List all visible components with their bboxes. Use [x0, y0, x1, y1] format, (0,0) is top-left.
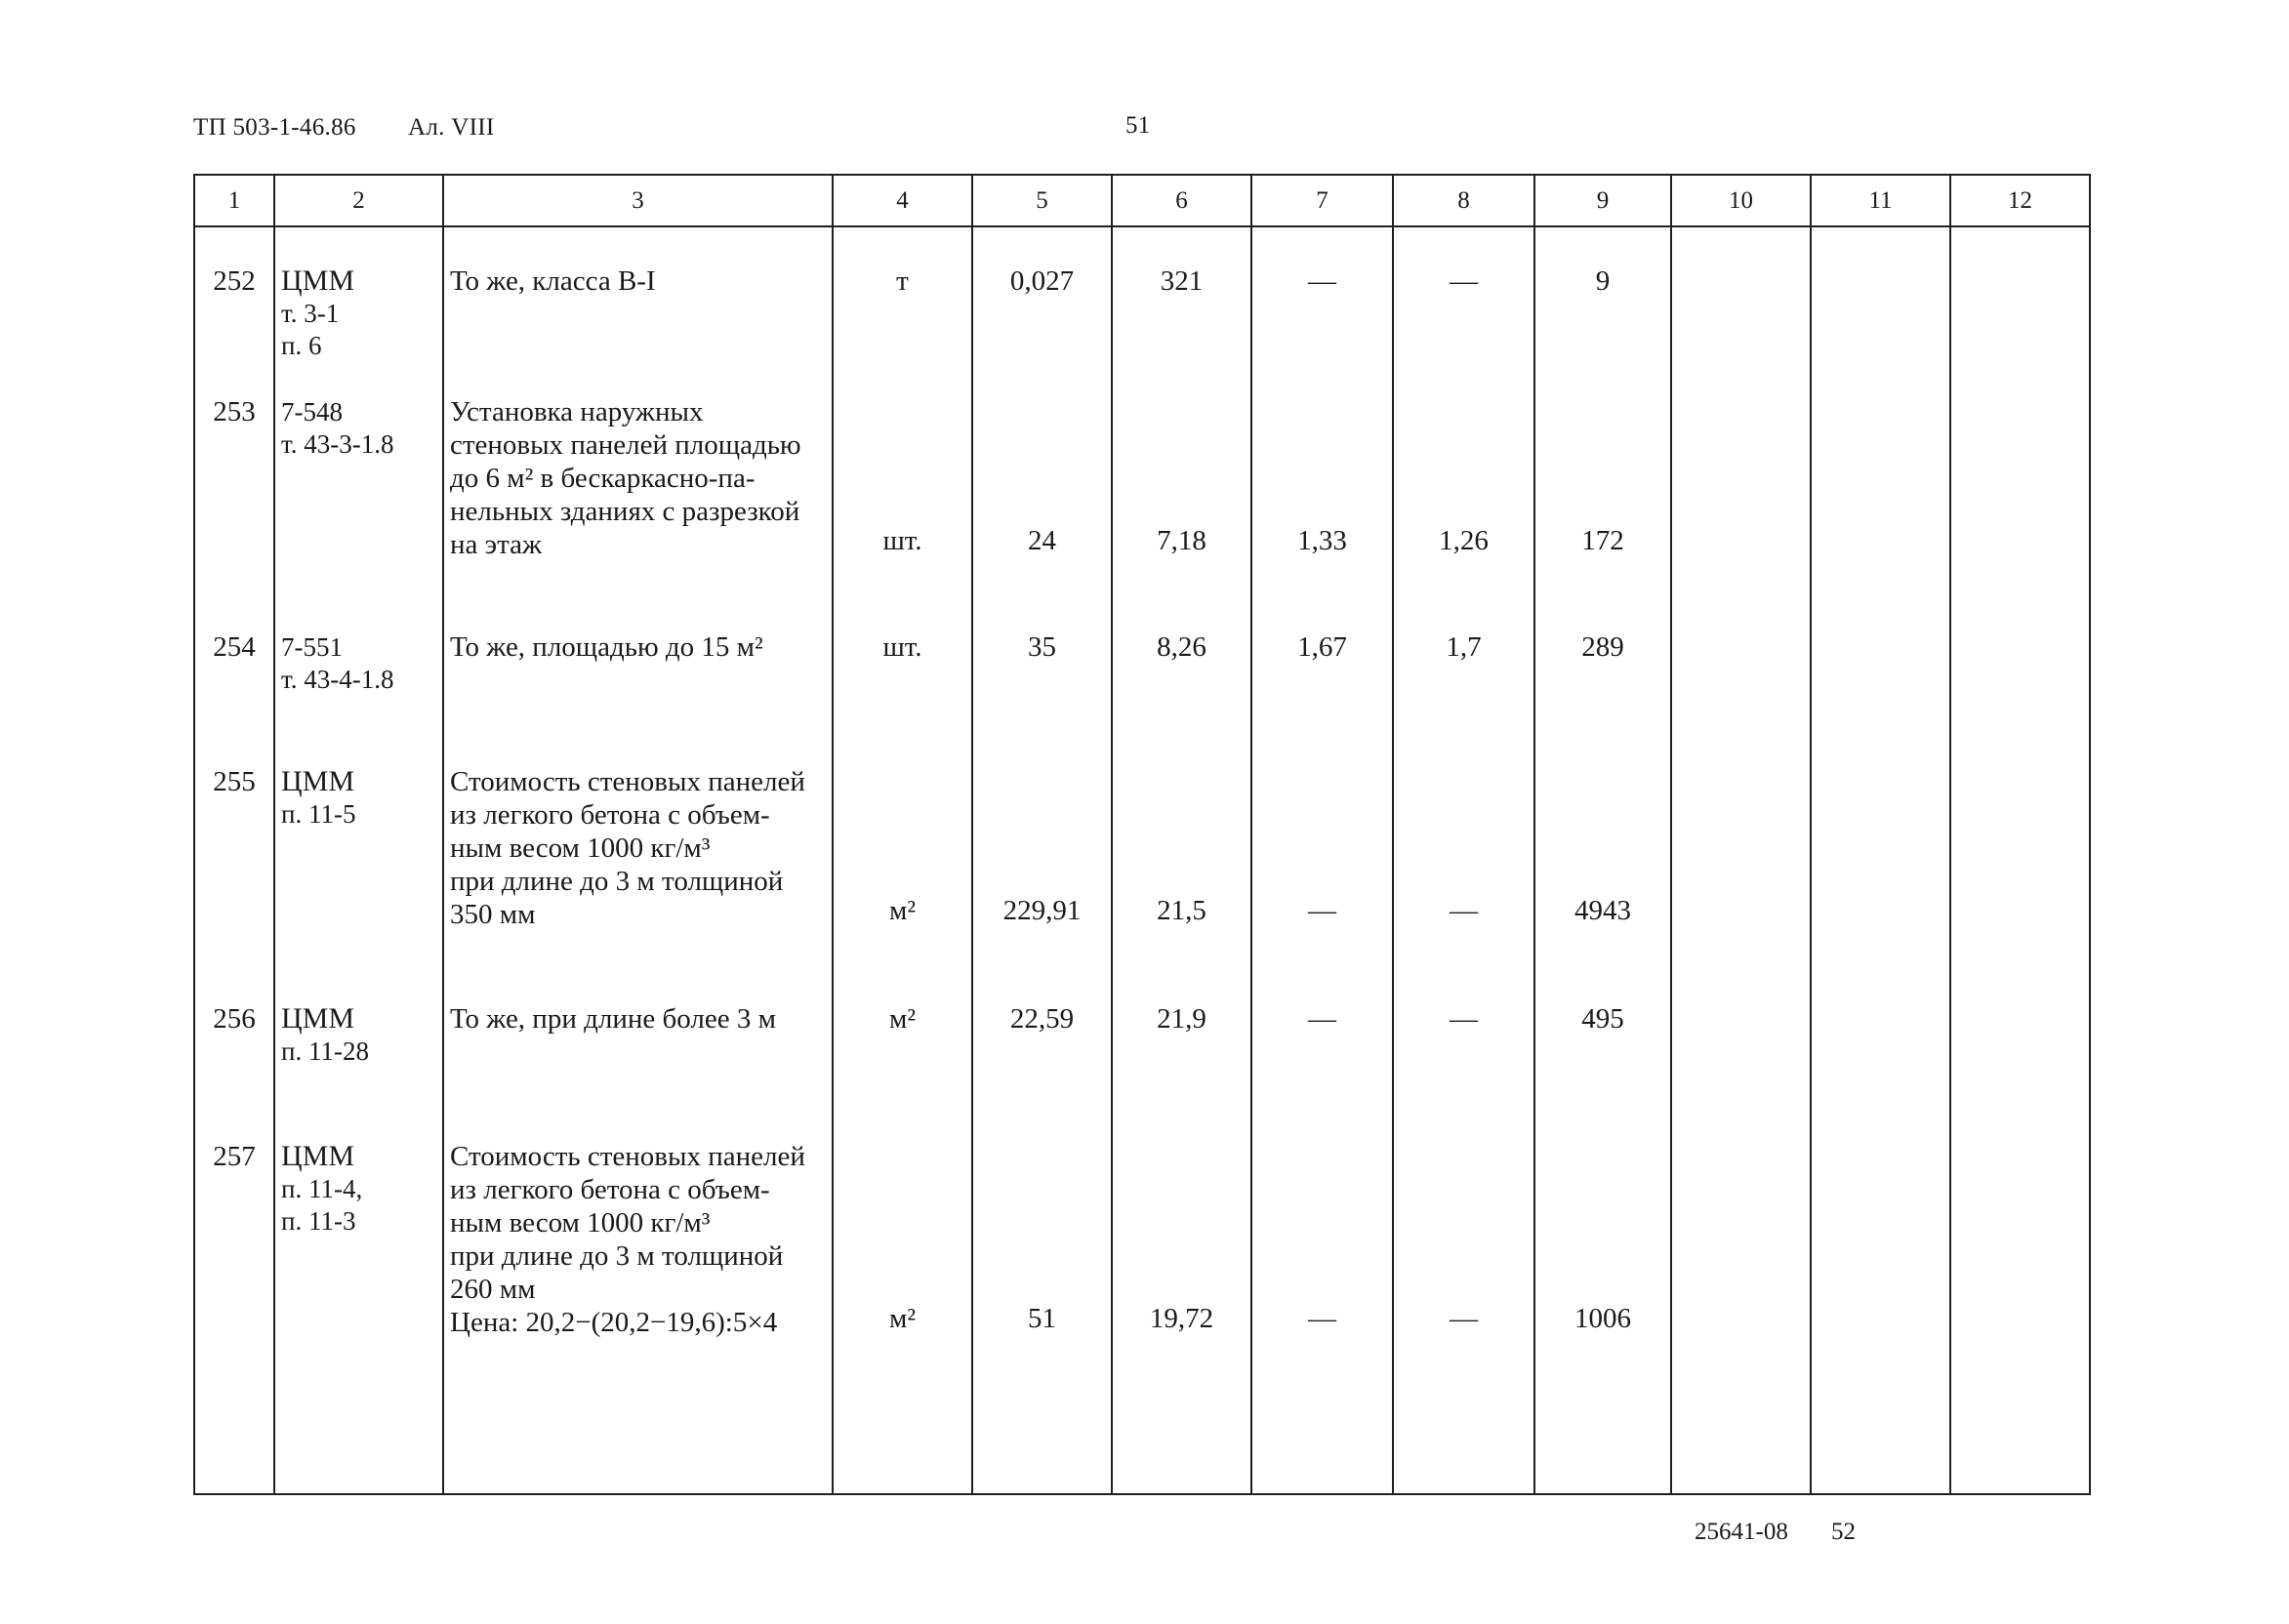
unit-cell: м²: [833, 765, 972, 1002]
col10-cell: [1671, 1002, 1811, 1139]
reference-line: п. 11-3: [281, 1205, 356, 1236]
description-line: из легкого бетона с объем-: [450, 799, 770, 832]
column-header: 6: [1112, 175, 1251, 226]
col9-cell: 1006: [1534, 1140, 1671, 1495]
row-number: 256: [194, 1002, 274, 1139]
description-cell: [443, 1140, 833, 1495]
description-line: на этаж: [450, 529, 543, 561]
reference-cell: [274, 1140, 443, 1495]
row-number: 252: [194, 226, 274, 395]
description-line: То же, при длине более 3 м: [450, 1003, 776, 1035]
col6-cell: 19,72: [1112, 1140, 1251, 1495]
col11-cell: [1811, 765, 1950, 1002]
col11-cell: [1811, 395, 1950, 630]
reference-line: 7-548: [281, 397, 343, 427]
unit-cell: м²: [833, 1140, 972, 1495]
col7-cell: 1,67: [1251, 630, 1393, 765]
quantity-cell: 35: [972, 630, 1112, 765]
table-row: [194, 226, 2090, 395]
table-row: [194, 395, 2090, 630]
description-line: из легкого бетона с объем-: [450, 1173, 770, 1205]
reference-line: п. 11-5: [281, 799, 356, 830]
col12-cell: [1950, 1002, 2090, 1139]
col8-cell: —: [1393, 1140, 1534, 1495]
description-line: до 6 м² в бескаркасно-па-: [450, 463, 756, 495]
col11-cell: [1811, 630, 1950, 765]
description-line: ным весом 1000 кг/м³: [450, 1206, 711, 1238]
description-line: при длине до 3 м толщиной: [450, 866, 784, 898]
column-header: 1: [194, 175, 274, 226]
unit-cell: м²: [833, 1002, 972, 1139]
description-line: Стоимость стеновых панелей: [450, 766, 805, 798]
row-number: 255: [194, 765, 274, 1002]
reference-line: 7-551: [281, 632, 343, 663]
col9-cell: 172: [1534, 395, 1671, 630]
col10-cell: [1671, 765, 1811, 1002]
column-header: 3: [443, 175, 833, 226]
column-header: 11: [1811, 175, 1950, 226]
col12-cell: [1950, 226, 2090, 395]
col9-cell: 289: [1534, 630, 1671, 765]
col12-cell: [1950, 630, 2090, 765]
col9-cell: 495: [1534, 1002, 1671, 1139]
sheet-label: Ал. VIII: [408, 114, 495, 141]
footer-page-number: 52: [1831, 1519, 1856, 1545]
quantity-cell: 24: [972, 395, 1112, 630]
col11-cell: [1811, 226, 1950, 395]
col8-cell: —: [1393, 1002, 1534, 1139]
col6-cell: 21,9: [1112, 1002, 1251, 1139]
reference-cell: [274, 630, 443, 765]
description-cell: [443, 1002, 833, 1139]
reference-line: п. 11-28: [281, 1036, 369, 1067]
col8-cell: —: [1393, 765, 1534, 1002]
quantity-cell: 22,59: [972, 1002, 1112, 1139]
quantity-cell: 51: [972, 1140, 1112, 1495]
description-line: нельных зданиях с разрезкой: [450, 496, 800, 528]
reference-cell: [274, 395, 443, 630]
reference-line: п. 6: [281, 331, 322, 360]
reference-line: т. 43-3-1.8: [281, 429, 394, 460]
description-line: стеновых панелей площадью: [450, 429, 801, 462]
column-header: 9: [1534, 175, 1671, 226]
description-line: Цена: 20,2−(20,2−19,6):5×4: [450, 1306, 778, 1338]
document-code: ТП 503-1-46.86: [193, 114, 356, 141]
col10-cell: [1671, 226, 1811, 395]
col7-cell: 1,33: [1251, 395, 1393, 630]
page-number: 51: [1125, 112, 1151, 139]
description-cell: [443, 226, 833, 395]
column-header: 8: [1393, 175, 1534, 226]
row-number: 254: [194, 630, 274, 765]
reference-line: ЦММ: [281, 1002, 355, 1035]
col9-cell: 9: [1534, 226, 1671, 395]
description-line: при длине до 3 м толщиной: [450, 1239, 784, 1272]
quantity-cell: 229,91: [972, 765, 1112, 1002]
description-line: То же, класса В-I: [450, 265, 656, 297]
reference-cell: [274, 1002, 443, 1139]
table-row: [194, 1140, 2090, 1495]
col7-cell: —: [1251, 1140, 1393, 1495]
reference-line: т. 43-4-1.8: [281, 665, 394, 695]
col11-cell: [1811, 1002, 1950, 1139]
col12-cell: [1950, 1140, 2090, 1495]
reference-line: ЦММ: [281, 765, 355, 798]
column-header: 5: [972, 175, 1112, 226]
description-cell: [443, 765, 833, 1002]
col8-cell: 1,7: [1393, 630, 1534, 765]
table-row: [194, 630, 2090, 765]
col7-cell: —: [1251, 765, 1393, 1002]
description-line: Установка наружных: [450, 396, 704, 428]
col10-cell: [1671, 395, 1811, 630]
footer-code: 25641-08: [1695, 1519, 1788, 1545]
col7-cell: —: [1251, 1002, 1393, 1139]
col10-cell: [1671, 630, 1811, 765]
column-header: 2: [274, 175, 443, 226]
reference-line: ЦММ: [281, 264, 355, 297]
col10-cell: [1671, 1140, 1811, 1495]
reference-cell: [274, 765, 443, 1002]
reference-line: т. 3-1: [281, 299, 340, 328]
row-number: 253: [194, 395, 274, 630]
table-row: [194, 1002, 2090, 1139]
description-line: 260 мм: [450, 1273, 536, 1305]
col9-cell: 4943: [1534, 765, 1671, 1002]
column-header: 4: [833, 175, 972, 226]
description-line: 350 мм: [450, 899, 536, 931]
description-cell: [443, 630, 833, 765]
unit-cell: т: [833, 226, 972, 395]
description-line: Стоимость стеновых панелей: [450, 1140, 805, 1172]
estimate-table: [193, 174, 2091, 1495]
col12-cell: [1950, 765, 2090, 1002]
col8-cell: —: [1393, 226, 1534, 395]
column-header: 7: [1251, 175, 1393, 226]
col6-cell: 321: [1112, 226, 1251, 395]
col12-cell: [1950, 395, 2090, 630]
column-header: 12: [1950, 175, 2090, 226]
quantity-cell: 0,027: [972, 226, 1112, 395]
description-cell: [443, 395, 833, 630]
column-header-row: [194, 175, 2090, 226]
description-line: То же, площадью до 15 м²: [450, 631, 763, 664]
col7-cell: —: [1251, 226, 1393, 395]
col6-cell: 21,5: [1112, 765, 1251, 1002]
reference-line: ЦММ: [281, 1139, 355, 1172]
col6-cell: 7,18: [1112, 395, 1251, 630]
col6-cell: 8,26: [1112, 630, 1251, 765]
table-row: [194, 765, 2090, 1002]
row-number: 257: [194, 1140, 274, 1495]
reference-cell: [274, 226, 443, 395]
col8-cell: 1,26: [1393, 395, 1534, 630]
reference-line: п. 11-4,: [281, 1173, 363, 1203]
col11-cell: [1811, 1140, 1950, 1495]
unit-cell: шт.: [833, 630, 972, 765]
column-header: 10: [1671, 175, 1811, 226]
unit-cell: шт.: [833, 395, 972, 630]
description-line: ным весом 1000 кг/м³: [450, 832, 711, 865]
